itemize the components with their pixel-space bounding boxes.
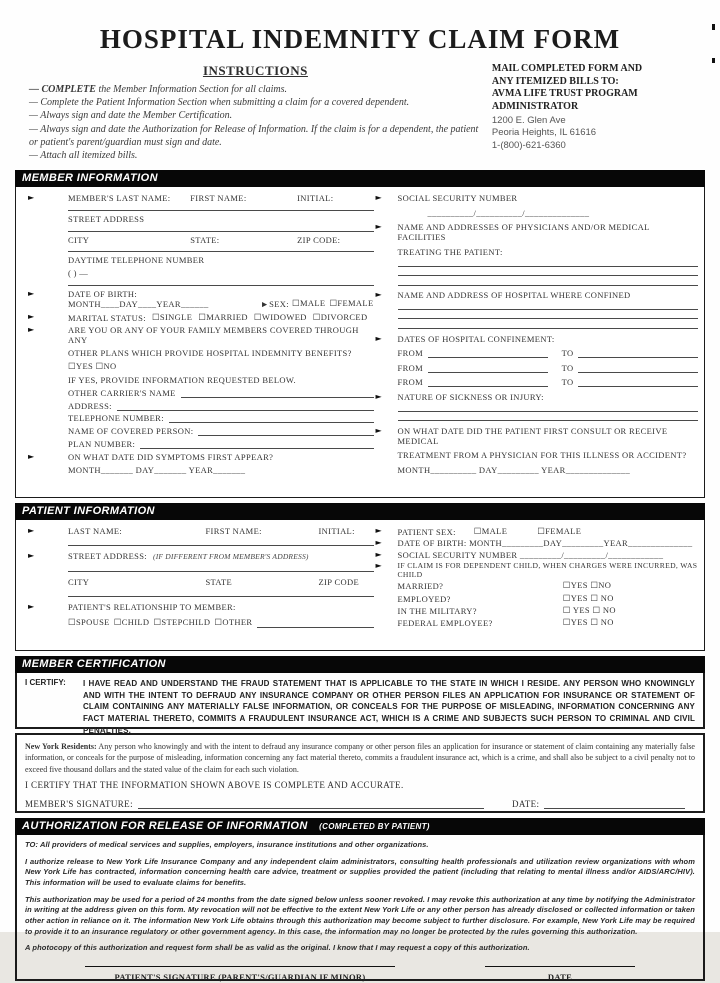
- blank-line[interactable]: [68, 592, 374, 597]
- instruction-item-rest: the Member Information Section for all claims.: [95, 84, 288, 95]
- patient-street-row: [22, 551, 374, 561]
- ny-residents-box: [15, 733, 705, 813]
- mail-to-line: MAIL COMPLETED FORM AND: [491, 63, 643, 74]
- blank-line[interactable]: [68, 206, 374, 211]
- instruction-item: — Complete the Patient Information Section when submitting a claim for a covered dependent.: [29, 97, 410, 109]
- blank-line[interactable]: [68, 567, 374, 572]
- checkbox-widowed[interactable]: ☐WIDOWED: [253, 311, 307, 322]
- checkbox-single[interactable]: ☐SINGLE: [151, 311, 193, 322]
- consult-question-row: [374, 426, 698, 446]
- plan-number-label: PLAN NUMBER:: [68, 439, 136, 450]
- member-signature-label: MEMBER'S SIGNATURE:: [25, 798, 133, 809]
- carrier-address-row: [22, 401, 374, 411]
- fraud-statement-text: I HAVE READ AND UNDERSTAND THE FRAUD STATEMENT THAT IS APPLICABLE TO THE STATE IN WHICH I RESIDE. ANY PERSON WHO KNOWINGLY AND WITH THE INTENT TO DEFRAUD ANY INSURANCE COMPANY OR OTHER PERSON FILES AN APPLICATION FOR INSURANCE OR STATEMENT OF CLAIM CONTAINING ANY MATERIALLY FALSE INFORMATION, OR CONCEALS FOR THE PURPOSE OF MISLEADING, INFORMATION CONCERNING ANY FACT MATERIAL THERETO, COMMITS A FRAUDULENT INSURANCE ACT, WHICH IS A CRIME AND SUBJECTS SUCH PERSON TO CRIMINAL AND CIVIL PENALTIES.: [83, 679, 695, 735]
- dependent-employed-label: EMPLOYED?: [397, 593, 451, 604]
- arrow-bullet-icon: ►: [375, 333, 383, 343]
- consult-date-row[interactable]: [374, 465, 698, 475]
- dependent-status-row: [374, 605, 698, 616]
- member-street-row: [22, 214, 374, 224]
- symptoms-question-label: ON WHAT DATE DID SYMPTOMS FIRST APPEAR?: [68, 452, 274, 462]
- patient-ssn-blanks[interactable]: SOCIAL SECURITY NUMBER _________/_________/____________: [397, 549, 664, 560]
- member-information-box: [15, 187, 705, 498]
- mail-to-block: [482, 63, 705, 162]
- authorization-header-sub: (COMPLETED BY PATIENT): [319, 822, 430, 832]
- member-city-label: CITY: [68, 234, 90, 245]
- checkbox-federal-yesno[interactable]: ☐YES ☐ NO: [562, 617, 614, 628]
- mail-to-line: AVMA LIFE TRUST PROGRAM: [491, 88, 638, 99]
- instruction-item: [29, 83, 482, 96]
- authorization-header-title: AUTHORIZATION FOR RELEASE OF INFORMATION: [22, 820, 308, 833]
- confinement-label: DATES OF HOSPITAL CONFINEMENT:: [397, 333, 555, 344]
- covered-person-row: [22, 426, 374, 436]
- arrow-bullet-icon: ►: [375, 538, 383, 548]
- relationship-other-field[interactable]: [257, 618, 373, 628]
- hospital-row: [374, 290, 698, 300]
- member-city-row: [22, 235, 374, 245]
- to-date-field[interactable]: [578, 363, 698, 373]
- member-phone-format-row[interactable]: [22, 268, 374, 278]
- to-date-field[interactable]: [578, 377, 698, 387]
- mail-to-line: ADMINISTRATOR: [491, 100, 579, 112]
- ny-residents-lead: New York Residents:: [25, 742, 97, 752]
- member-phone-row: [22, 255, 374, 265]
- authorization-section: [15, 818, 705, 981]
- physicians-label-line1: NAME AND ADDRESSES OF PHYSICIANS AND/OR MEDICAL FACILITIES: [397, 222, 650, 243]
- member-signature-field[interactable]: [138, 798, 484, 809]
- certification-statement-box: [15, 673, 705, 735]
- member-name-row: [22, 193, 374, 203]
- patient-city-row: [22, 577, 374, 587]
- accuracy-certify-line: I CERTIFY THAT THE INFORMATION SHOWN ABOVE IS COMPLETE AND ACCURATE.: [25, 779, 404, 790]
- other-carrier-label: OTHER CARRIER'S NAME: [68, 387, 176, 398]
- member-left-column: [22, 193, 374, 475]
- checkbox-stepchild[interactable]: ☐STEPCHILD: [153, 617, 211, 628]
- checkbox-female[interactable]: ☐FEMALE: [329, 297, 374, 308]
- member-certification-header: MEMBER CERTIFICATION: [15, 656, 705, 673]
- other-carrier-field[interactable]: [181, 388, 374, 398]
- mail-street: 1200 E. Glen Ave: [491, 115, 566, 126]
- member-dob-row: [22, 289, 374, 309]
- authorization-signature-row: [25, 966, 695, 983]
- member-marital-row: [22, 312, 374, 323]
- patient-first-name-label: FIRST NAME:: [205, 526, 262, 537]
- dependent-question-row: [374, 561, 698, 579]
- mail-phone: 1-(800)-621-6360: [491, 139, 566, 151]
- dependent-status-row: [374, 580, 698, 591]
- arrow-bullet-icon: ►: [375, 193, 383, 203]
- to-date-field[interactable]: [578, 348, 698, 358]
- if-yes-label: IF YES, PROVIDE INFORMATION REQUESTED BELOW.: [68, 374, 296, 385]
- member-last-name-label: MEMBER'S LAST NAME:: [68, 193, 171, 204]
- member-phone-format[interactable]: ( ) —: [68, 268, 89, 279]
- dependent-status-row: [374, 617, 698, 628]
- blank-line[interactable]: [68, 227, 374, 232]
- mail-city: Peoria Heights, IL 61616: [491, 127, 597, 139]
- other-plans-question-line1: ARE YOU OR ANY OF YOUR FAMILY MEMBERS COVERED THROUGH ANY: [68, 325, 359, 346]
- from-label: FROM: [397, 348, 424, 359]
- i-certify-label: I CERTIFY:: [25, 678, 66, 688]
- scan-speck: [712, 24, 715, 30]
- member-phone-label: DAYTIME TELEPHONE NUMBER: [68, 255, 205, 266]
- arrow-bullet-icon: ►: [375, 222, 383, 232]
- ssn-field[interactable]: __________/__________/______________: [427, 207, 590, 218]
- physicians-row2: [374, 247, 698, 257]
- carrier-address-label: ADDRESS:: [68, 400, 112, 411]
- patient-information-box: [15, 520, 705, 651]
- patient-information-section: [15, 503, 705, 651]
- relationship-options-row: [22, 617, 374, 628]
- patient-street-label: STREET ADDRESS:: [68, 551, 148, 562]
- blank-line[interactable]: [398, 416, 698, 421]
- patient-sex-label: PATIENT SEX:: [397, 527, 456, 538]
- consult-question-row2: [374, 450, 698, 460]
- symptoms-date-row[interactable]: [22, 465, 374, 475]
- patient-zip-label: ZIP CODE: [318, 576, 359, 587]
- arrow-bullet-icon: ►: [375, 549, 383, 559]
- checkbox-male[interactable]: ☐MALE: [473, 526, 508, 537]
- nature-row: [374, 392, 698, 402]
- covered-person-label: NAME OF COVERED PERSON:: [68, 426, 194, 437]
- arrow-bullet-icon: ►: [28, 452, 35, 461]
- nature-label: NATURE OF SICKNESS OR INJURY:: [397, 392, 544, 403]
- member-first-name-label: FIRST NAME:: [190, 193, 247, 204]
- arrow-bullet-icon: ►: [28, 601, 35, 611]
- to-label: TO: [561, 377, 574, 388]
- ssn-blanks-row[interactable]: [404, 208, 698, 218]
- blank-line[interactable]: [68, 281, 374, 286]
- instructions-section: [15, 63, 705, 162]
- blank-line[interactable]: [398, 324, 698, 329]
- dependent-federal-label: FEDERAL EMPLOYEE?: [397, 618, 493, 629]
- other-carrier-row: [22, 388, 374, 398]
- member-dob-label[interactable]: DATE OF BIRTH: MONTH____DAY____YEAR______: [68, 288, 209, 309]
- blank-line[interactable]: [398, 262, 698, 267]
- arrow-bullet-icon: ►: [28, 288, 35, 298]
- arrow-bullet-icon: ►: [28, 551, 35, 561]
- marital-status-label: MARITAL STATUS:: [68, 312, 146, 323]
- patient-signature-block: [85, 966, 395, 983]
- patient-street-note: (IF DIFFERENT FROM MEMBER'S ADDRESS): [153, 552, 309, 562]
- authorization-paragraph-3: A photocopy of this authorization and request form shall be as valid as the original. I know that I may request a copy of this authorization.: [25, 943, 530, 953]
- member-signature-row: [25, 798, 695, 809]
- other-plans-question-line2: OTHER PLANS WHICH PROVIDE HOSPITAL INDEMNITY BENEFITS?: [68, 348, 352, 359]
- patient-right-column: [374, 526, 698, 628]
- carrier-telephone-row: [22, 413, 374, 423]
- authorization-date-block: [485, 966, 635, 983]
- to-label: TO: [561, 348, 574, 359]
- checkbox-female[interactable]: ☐FEMALE: [537, 526, 582, 537]
- member-street-label: STREET ADDRESS: [68, 213, 145, 224]
- checkbox-divorced[interactable]: ☐DIVORCED: [312, 311, 368, 322]
- other-plans-question-row2: [22, 348, 374, 358]
- physicians-label-line2: TREATING THE PATIENT:: [397, 246, 503, 257]
- instruction-item: — Attach all itemized bills.: [29, 149, 138, 161]
- carrier-telephone-label: TELEPHONE NUMBER:: [68, 413, 164, 424]
- hospital-label: NAME AND ADDRESS OF HOSPITAL WHERE CONFINED: [397, 290, 631, 301]
- other-plans-question-row: [22, 325, 374, 345]
- date-label: DATE:: [511, 798, 540, 809]
- arrow-bullet-icon: ►: [28, 193, 35, 203]
- patient-ssn-row[interactable]: [374, 550, 698, 560]
- authorization-paragraph-1: I authorize release to New York Life Insurance Company and any independent claim administrators, consulting health professionals and utilization review organizations with whom New York Life has contracted, information concerning health care advice, treatment or supplies provided the patient (including that relating to mental illness and/or AIDS/ARC/HIV). This information will be used to evaluate claims for benefits.: [25, 856, 695, 888]
- patient-name-row: [22, 526, 374, 536]
- patient-information-header: PATIENT INFORMATION: [15, 503, 705, 520]
- checkbox-married-yesno[interactable]: ☐YES ☐NO: [562, 580, 612, 591]
- from-label: FROM: [397, 362, 424, 373]
- mail-to-line: ANY ITEMIZED BILLS TO:: [491, 75, 619, 87]
- confinement-dates-row: [374, 348, 698, 358]
- authorization-date-field[interactable]: [485, 966, 635, 969]
- checkbox-child[interactable]: ☐CHILD: [113, 617, 150, 628]
- from-label: FROM: [397, 377, 424, 388]
- ssn-label: SOCIAL SECURITY NUMBER: [397, 193, 518, 204]
- plan-number-field[interactable]: [140, 439, 373, 449]
- arrow-bullet-icon: ►: [375, 560, 383, 570]
- arrow-bullet-icon: ►: [28, 311, 35, 321]
- member-certification-section: [15, 656, 705, 813]
- instruction-item: — Always sign and date the Authorization for Release of Information. If the claim is for a dependent, the patient or patient's parent/guardian must sign and date.: [29, 123, 479, 148]
- authorization-to-line: TO: All providers of medical services and supplies, employers, insurance institutions and other organizations.: [25, 840, 429, 850]
- arrow-bullet-icon: ►: [28, 526, 35, 536]
- instruction-item-lead: — COMPLETE: [29, 84, 96, 95]
- arrow-bullet-icon: ►: [375, 526, 383, 536]
- from-date-field[interactable]: [428, 348, 548, 358]
- member-information-header: MEMBER INFORMATION: [15, 170, 705, 187]
- blank-line[interactable]: [398, 314, 698, 319]
- instructions-list: [15, 63, 482, 162]
- carrier-address-field[interactable]: [117, 401, 374, 411]
- consult-question-line2: TREATMENT FROM A PHYSICIAN FOR THIS ILLNESS OR ACCIDENT?: [397, 450, 687, 461]
- patient-initial-label: INITIAL:: [318, 526, 355, 537]
- member-date-field[interactable]: [544, 798, 685, 809]
- blank-line[interactable]: [68, 541, 374, 546]
- patient-signature-field[interactable]: [85, 966, 395, 969]
- blank-line[interactable]: [398, 407, 698, 412]
- to-label: TO: [561, 362, 574, 373]
- scan-speck: [712, 58, 715, 63]
- relationship-label: PATIENT'S RELATIONSHIP TO MEMBER:: [68, 601, 236, 612]
- symptoms-date-blanks[interactable]: MONTH_______ DAY_______ YEAR_______: [68, 464, 246, 475]
- checkbox-yes-no[interactable]: ☐YES ☐NO: [68, 361, 117, 372]
- member-information-section: [15, 170, 705, 498]
- from-date-field[interactable]: [428, 377, 548, 387]
- symptoms-question-row: [22, 452, 374, 462]
- dependent-married-label: MARRIED?: [397, 581, 444, 592]
- checkbox-male[interactable]: ☐MALE: [291, 297, 326, 308]
- mail-address: [492, 115, 705, 152]
- other-plans-yesno-row: [22, 361, 374, 372]
- patient-dob-blanks[interactable]: DATE OF BIRTH: MONTH_________DAY_________YEAR______________: [397, 538, 693, 549]
- dependent-question-label: IF CLAIM IS FOR DEPENDENT CHILD, WHEN CHARGES WERE INCURRED, WAS CHILD: [397, 560, 698, 579]
- member-state-label: STATE:: [190, 234, 220, 245]
- consult-date-blanks[interactable]: MONTH__________ DAY_________ YEAR______________: [397, 465, 631, 475]
- authorization-box: [15, 835, 705, 981]
- from-date-field[interactable]: [428, 363, 548, 373]
- patient-sex-row: [374, 526, 698, 537]
- confinement-dates-row: [374, 377, 698, 387]
- confinement-dates-row: [374, 363, 698, 373]
- arrow-bullet-icon: ►: [28, 325, 35, 335]
- checkbox-spouse[interactable]: ☐SPOUSE: [68, 617, 110, 628]
- patient-last-name-label: LAST NAME:: [68, 526, 123, 537]
- checkbox-military-yesno[interactable]: ☐ YES ☐ NO: [562, 604, 616, 615]
- member-initial-label: INITIAL:: [297, 193, 334, 204]
- arrow-bullet-icon: ►: [375, 392, 383, 402]
- checkbox-other[interactable]: ☐OTHER: [214, 617, 253, 628]
- patient-state-label: STATE: [205, 576, 233, 587]
- ny-residents-paragraph: [25, 741, 695, 775]
- blank-line[interactable]: [398, 281, 698, 286]
- member-right-column: [374, 193, 698, 475]
- authorization-date-label: DATE: [547, 971, 573, 982]
- checkbox-employed-yesno[interactable]: ☐YES ☐ NO: [562, 592, 614, 603]
- dependent-status-row: [374, 593, 698, 604]
- authorization-paragraph-2: This authorization may be used for a period of 24 months from the date signed below unless sooner revoked. I may revoke this authorization at any time by notifying the Administrator in writing at the address given on this form. My revocation will not be effective to the extent New York Life or any other person has already disclosed or collected information or taken other action in reliance on it. The information New York Life obtains through this authorization may become subject to further disclosure. For example, New York Life may be required to provide it to an insurance regulatory or other government agency. In this case, the information may no longer be protected by the rules governing this authorization.: [25, 894, 695, 936]
- plan-number-row: [22, 439, 374, 449]
- authorization-header: [15, 818, 705, 835]
- consult-question-line1: ON WHAT DATE DID THE PATIENT FIRST CONSULT OR RECEIVE MEDICAL: [397, 425, 668, 446]
- member-sex-label: ►SEX:: [260, 298, 289, 309]
- instructions-heading: INSTRUCTIONS: [202, 63, 308, 78]
- blank-line[interactable]: [398, 271, 698, 276]
- page-title: HOSPITAL INDEMNITY CLAIM FORM: [99, 24, 621, 54]
- checkbox-married[interactable]: ☐MARRIED: [198, 311, 248, 322]
- patient-city-label: CITY: [68, 576, 90, 587]
- arrow-bullet-icon: ►: [375, 290, 383, 300]
- blank-line[interactable]: [68, 247, 374, 252]
- patient-dob-row[interactable]: [374, 538, 698, 548]
- relationship-row: [22, 602, 374, 612]
- arrow-bullet-icon: ►: [375, 425, 383, 435]
- ny-residents-text: Any person who knowingly and with the intent to defraud any insurance company or other person files an application for insurance or statement of claim containing any materially false information, or conceals for the purpose of misleading, information concerning any fact material thereto, commits a fraudulent insurance act, which is a crime, and shall also be subject to a civil penalty not to exceed five thousand dollars and the stated value of the claim for each such violation.: [25, 742, 695, 774]
- blank-line[interactable]: [398, 305, 698, 310]
- carrier-telephone-field[interactable]: [169, 413, 374, 423]
- dependent-military-label: IN THE MILITARY?: [397, 605, 477, 616]
- if-yes-row: [22, 375, 374, 385]
- covered-person-field[interactable]: [198, 426, 373, 436]
- confinement-row: [374, 334, 698, 344]
- member-zip-label: ZIP CODE:: [297, 234, 341, 245]
- ssn-row: [374, 193, 698, 203]
- physicians-row: [374, 222, 698, 242]
- instruction-item: — Always sign and date the Member Certification.: [29, 110, 233, 122]
- patient-signature-label: PATIENT'S SIGNATURE (PARENT'S/GUARDIAN IF MINOR): [114, 971, 366, 982]
- patient-left-column: [22, 526, 374, 628]
